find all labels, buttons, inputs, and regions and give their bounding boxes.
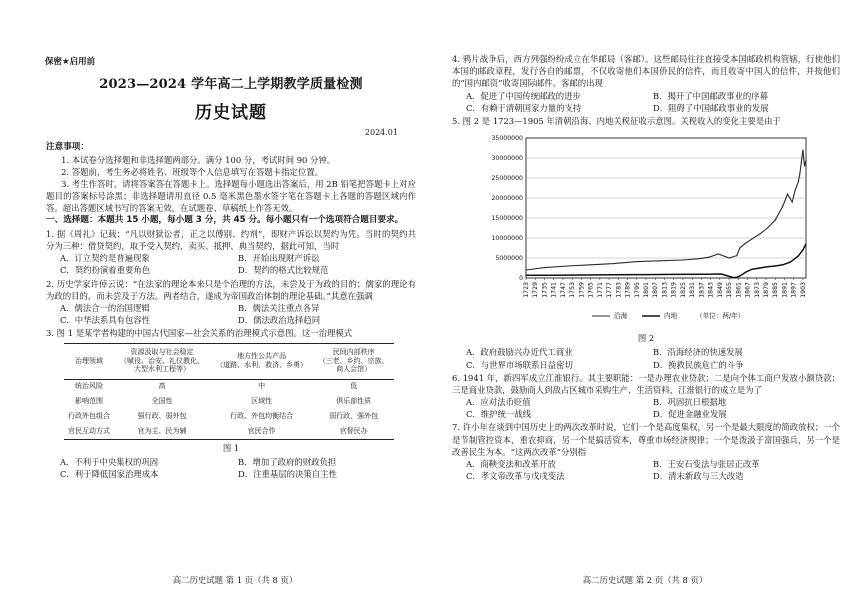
data-point bbox=[739, 248, 740, 249]
y-tick-label: 20000000 bbox=[491, 195, 523, 203]
page-footer: 高二历史试题 第 2 页（共 8 页） bbox=[582, 574, 708, 585]
table-cell: 官为主、民为辅 bbox=[114, 424, 210, 439]
data-point bbox=[582, 275, 583, 276]
data-point bbox=[728, 258, 729, 259]
x-tick-label: 1813 bbox=[661, 282, 669, 298]
question-3-options bbox=[60, 456, 416, 480]
y-tick-label: 35000000 bbox=[491, 135, 523, 143]
question-number: 5. bbox=[452, 115, 460, 126]
notice-item: 2. 答题前，考生务必将姓名、班级等个人信息填写在答题卡指定位置。 bbox=[61, 166, 324, 177]
x-tick-label: 1855 bbox=[726, 282, 734, 298]
data-point bbox=[802, 250, 803, 251]
data-point bbox=[790, 262, 791, 263]
notice-item: 1. 本试卷分选择题和非选择题两部分。满分 100 分，考试时间 90 分钟。 bbox=[61, 154, 336, 165]
x-tick-label: 1741 bbox=[550, 282, 558, 298]
table-header-cell: 治理领域 bbox=[64, 343, 114, 379]
option-a: A．订立契约是普遍现象 bbox=[60, 253, 150, 264]
y-tick-label: 15000000 bbox=[491, 215, 523, 223]
option-b: B．儒法关注重点各异 bbox=[238, 303, 320, 314]
table-cell: 全国性 bbox=[151, 397, 173, 406]
table-header-cell: 资源汲取与社会稳定 （赋役、治安、礼仪教化、 大型水利工程等） bbox=[114, 343, 210, 379]
x-tick-label: 1771 bbox=[596, 282, 604, 298]
question-stem: 鸦片战争后，西方列强纷纷成立在华邮局（客邮）。这些邮局往往直接受本国邮政机构管辖，行使他们本国的邮政章程，发行各自的邮票，不仅收寄他们本国侨民的信件，而且收寄中国人的信件，并按他们的“国内邮资”收寄国际邮件。客邮的出现 bbox=[452, 54, 840, 89]
table-cell: 官民合作 bbox=[210, 424, 313, 439]
question-number: 2. bbox=[46, 278, 54, 289]
option-b: B．增加了政府的财政负担 bbox=[238, 456, 337, 467]
x-tick-label: 1897 bbox=[790, 282, 798, 298]
data-point bbox=[744, 244, 745, 245]
tariff-line-chart bbox=[474, 130, 814, 330]
question-number: 4. bbox=[452, 54, 460, 64]
table-cell: 官民互动方式 bbox=[64, 424, 114, 439]
option-b: B．沿海经济的快速发展 bbox=[653, 347, 743, 358]
option-a: A．促进了中国传统邮政的进步 bbox=[466, 90, 581, 101]
question-7-options bbox=[466, 458, 840, 482]
data-point bbox=[767, 228, 768, 229]
question-number: 3. bbox=[46, 328, 54, 339]
question-7 bbox=[452, 421, 840, 458]
x-tick-label: 1819 bbox=[670, 282, 678, 298]
option-a: A．应对法币贬值 bbox=[466, 397, 531, 408]
data-point bbox=[682, 260, 683, 261]
x-tick-label: 1891 bbox=[781, 282, 789, 298]
data-point bbox=[525, 275, 526, 276]
data-point bbox=[782, 264, 783, 265]
data-point bbox=[721, 274, 722, 275]
option-a: A．儒法合一的治国逻辑 bbox=[60, 303, 150, 314]
data-point bbox=[759, 234, 760, 235]
option-c: C．利于降低国家治理成本 bbox=[60, 468, 159, 479]
data-point bbox=[552, 275, 553, 276]
x-tick-label: 1783 bbox=[615, 282, 623, 298]
table-header-row bbox=[64, 343, 394, 379]
data-point bbox=[739, 276, 740, 277]
x-tick-label: 1879 bbox=[763, 282, 770, 298]
x-tick-label: 1729 bbox=[532, 282, 540, 298]
data-point bbox=[752, 269, 753, 270]
notice-heading: 注意事项： bbox=[46, 142, 89, 153]
data-point bbox=[590, 264, 591, 265]
option-d: D．契约的格式比较规范 bbox=[238, 265, 329, 276]
question-stem: 图 1 是某学者构建的中国古代国家—社会关系的治理模式示意图。这一治理模式 bbox=[56, 328, 353, 339]
x-tick-label: 1873 bbox=[753, 282, 761, 298]
legend-label: 沿海 bbox=[614, 312, 628, 321]
data-point bbox=[636, 261, 637, 262]
table-cell: 官督民办 bbox=[313, 424, 394, 439]
question-2 bbox=[46, 278, 416, 302]
table-row bbox=[64, 394, 394, 409]
option-c: C．与世界市场联系日益密切 bbox=[466, 359, 573, 370]
x-tick-label: 1867 bbox=[744, 282, 752, 298]
data-point bbox=[644, 274, 645, 275]
x-tick-label: 1795 bbox=[633, 282, 641, 298]
y-tick-label: 0 bbox=[519, 275, 523, 283]
data-point bbox=[613, 274, 614, 275]
option-b: B．巩固抗日根据地 bbox=[653, 397, 727, 408]
data-point bbox=[802, 150, 803, 151]
data-point bbox=[728, 276, 729, 277]
option-c: C．孝文帝改革与戊戌变法 bbox=[466, 471, 565, 482]
option-d: D．清末新政与三大改造 bbox=[653, 471, 744, 482]
data-point bbox=[718, 254, 719, 255]
data-point bbox=[613, 263, 614, 264]
exam-date: 2024.01 bbox=[364, 128, 398, 138]
table-cell: 低 bbox=[350, 382, 358, 391]
data-point bbox=[675, 274, 676, 275]
x-tick-label: 1747 bbox=[559, 282, 567, 298]
option-d: D．注重基层的决策自主性 bbox=[238, 468, 337, 479]
unit-note: （单位：两/年） bbox=[696, 312, 745, 321]
data-point bbox=[775, 220, 776, 221]
option-c: C．维护统一战线 bbox=[466, 409, 532, 420]
table-cell: 统治风险 bbox=[75, 382, 104, 391]
figure-2-label: 图 2 bbox=[637, 333, 655, 344]
question-stem: 据《周礼》记载：“凡以财狱讼者，正之以傅别、约剂”，即财产诉讼以契约为凭。当时的契约共分为三种：借贷契约，取予受入契约，卖买、抵押、典当契约，据此可知，当时 bbox=[46, 228, 416, 252]
question-stem: 1941 年，新四军成立江淮银行。其主要职能：一是办理农业贷款；二是向个体工商户发放小额贷款；三是商业贷款，鼓励商人到敌占区城市采购生产、生活资料，江淮银行的成立是为了 bbox=[452, 372, 840, 395]
x-tick-label: 1831 bbox=[689, 282, 697, 298]
question-number: 6. bbox=[452, 372, 460, 383]
table-header-cell: 民间内部秩序 （三老、乡约、宗族、 商人会馆） bbox=[313, 343, 394, 379]
data-point bbox=[792, 202, 793, 203]
option-a: A．政府鼓励兴办近代工商业 bbox=[466, 347, 573, 358]
page-footer: 高二历史试题 第 1 页（共 8 页） bbox=[172, 574, 298, 585]
data-point bbox=[805, 244, 806, 245]
table-cell: 行政、外包均衡结合 bbox=[230, 412, 294, 421]
data-point bbox=[804, 166, 805, 167]
x-tick-label: 1837 bbox=[698, 282, 706, 298]
option-b: B．王安石变法与张居正改革 bbox=[653, 459, 760, 469]
option-c: C．契约扮演着重要角色 bbox=[60, 265, 151, 276]
plot-frame bbox=[526, 138, 806, 278]
data-point bbox=[801, 162, 802, 163]
question-1-options bbox=[60, 252, 416, 276]
option-a: A．不利于中央集权的巩固 bbox=[60, 456, 159, 467]
x-tick-label: 1903 bbox=[799, 282, 807, 298]
x-tick-label: 1843 bbox=[707, 282, 715, 298]
x-tick-label: 1801 bbox=[643, 282, 650, 298]
x-tick-label: 1777 bbox=[606, 282, 614, 298]
data-point bbox=[525, 270, 526, 271]
x-tick-label: 1723 bbox=[523, 282, 530, 298]
table-cell: 强行政、弱外包 bbox=[137, 412, 187, 421]
data-point bbox=[708, 257, 709, 258]
table-row bbox=[64, 379, 394, 394]
data-point bbox=[698, 258, 699, 259]
table-cell: 弱行政、强外包 bbox=[329, 412, 379, 421]
data-point bbox=[736, 277, 737, 278]
question-stem: 图 2 是 1723—1905 年清朝沿海、内地关税征收示意图。关税收入的变化主要是由于 bbox=[462, 115, 781, 126]
page-2 bbox=[430, 0, 860, 595]
data-point bbox=[795, 190, 796, 191]
table-cell: 高 bbox=[158, 382, 166, 391]
question-stem: 历史学家许倬云说：“在法家的理论本来只是个治理的方法，未尝及于为政的目的；儒家的理论有为政的目的，而未尝及于方法。两者结合，遂成为帝国政治体制的理论基础。”其意在强调 bbox=[46, 278, 416, 301]
data-point bbox=[805, 160, 806, 161]
x-tick-label: 1825 bbox=[679, 282, 687, 298]
option-c: C．有赖于清朝国家力量的支持 bbox=[466, 102, 582, 113]
confidential-mark: 保密★启用前 bbox=[45, 57, 96, 67]
table-cell: 俱乐部性质 bbox=[336, 397, 372, 406]
data-point bbox=[705, 274, 706, 275]
question-stem: 许小年在谈到中国历史上的两次改革时说，它们一个是高度集权，另一个是最大限度的简政放权；一个是节制管控资本，重农抑商，另一个是搞活资本，尊重市场经济规律；一个是泼汲于富国强兵，另一个是改善民生为本。“这两次改革”分别指 bbox=[452, 422, 841, 457]
table-row bbox=[64, 409, 394, 424]
figure-1-label: 图 1 bbox=[222, 442, 240, 453]
question-2-options bbox=[60, 302, 416, 326]
y-tick-label: 25000000 bbox=[491, 175, 523, 183]
table-cell: 行政外包组合 bbox=[68, 412, 111, 421]
question-4 bbox=[452, 53, 840, 90]
chart-svg bbox=[474, 130, 814, 330]
question-5-options bbox=[466, 346, 840, 370]
data-point bbox=[799, 174, 800, 175]
data-point bbox=[775, 266, 776, 267]
question-4-options bbox=[466, 90, 840, 114]
governance-model-table bbox=[64, 343, 394, 440]
x-tick-label: 1759 bbox=[578, 282, 586, 298]
x-tick-label: 1861 bbox=[735, 282, 743, 298]
data-point bbox=[745, 272, 746, 273]
data-point bbox=[798, 182, 799, 183]
x-tick-label: 1753 bbox=[569, 282, 577, 298]
notice-item: 3. 考生作答时，请将答案答在答题卡上。选择题每小题选出答案后，用 2B 铅笔把答题卡上对应题目的答案标号涂黑；非选择题请用直径 0.5 毫米黑色墨水签字笔在答题卡上各题的答题区域内作答。超出答题区域书写的答案无效，在试题卷、草稿纸上作答无效。 bbox=[46, 178, 416, 214]
y-tick-label: 10000000 bbox=[491, 235, 523, 243]
data-point bbox=[759, 268, 760, 269]
table-header-cell: 地方性公共产品 （道路、水利、救济、乡勇） bbox=[210, 343, 313, 379]
option-d: D．挽救民族危亡的斗争 bbox=[653, 359, 744, 370]
table-cell: 区域性 bbox=[251, 397, 273, 406]
x-tick-label: 1765 bbox=[587, 282, 595, 298]
x-tick-label: 1849 bbox=[716, 282, 724, 298]
question-5 bbox=[452, 115, 840, 127]
option-d: D．促进金融业发展 bbox=[653, 409, 727, 420]
y-tick-label: 30000000 bbox=[491, 155, 523, 163]
question-6-options bbox=[466, 396, 840, 420]
option-b: B．开始出现财产诉讼 bbox=[238, 253, 320, 264]
subject-title: 历史试题 bbox=[195, 102, 267, 123]
table-cell: 影响范围 bbox=[75, 397, 104, 406]
question-3 bbox=[46, 327, 416, 339]
data-point bbox=[567, 266, 568, 267]
data-point bbox=[767, 266, 768, 267]
data-point bbox=[752, 238, 753, 239]
question-number: 7. bbox=[452, 422, 460, 433]
x-tick-label: 1789 bbox=[624, 282, 632, 298]
legend-label: 内地 bbox=[664, 312, 678, 321]
data-point bbox=[782, 206, 783, 207]
data-point bbox=[787, 194, 788, 195]
table-row bbox=[64, 424, 394, 439]
option-a: A．商鞅变法和改革开放 bbox=[466, 459, 556, 469]
question-number: 1. bbox=[46, 228, 54, 239]
option-d: D．儒法政治选择趋同 bbox=[238, 315, 321, 326]
x-tick-label: 1735 bbox=[541, 282, 549, 298]
data-point bbox=[733, 277, 734, 278]
section-heading: 一、选择题：本题共 15 小题，每小题 3 分，共 45 分。每小题只有一个选项符合题目要求。 bbox=[46, 215, 404, 226]
y-tick-label: 5000000 bbox=[495, 255, 523, 263]
x-tick-label: 1807 bbox=[652, 282, 660, 298]
series-line-coastal bbox=[526, 150, 806, 270]
exam-title: 2023—2024 学年高二上学期教学质量检测 bbox=[99, 77, 363, 92]
data-point bbox=[736, 255, 737, 256]
table-cell: 中 bbox=[258, 382, 266, 391]
data-point bbox=[798, 256, 799, 257]
data-point bbox=[659, 260, 660, 261]
option-c: C．中华法系具有包容性 bbox=[60, 315, 151, 326]
option-d: D．阻碍了中国邮政事业的发展 bbox=[653, 102, 769, 113]
question-6 bbox=[452, 372, 840, 396]
data-point bbox=[544, 267, 545, 268]
x-tick-label: 1885 bbox=[772, 282, 780, 298]
question-1 bbox=[46, 228, 416, 252]
option-b: B．揭开了中国邮政事业的序幕 bbox=[653, 90, 769, 101]
